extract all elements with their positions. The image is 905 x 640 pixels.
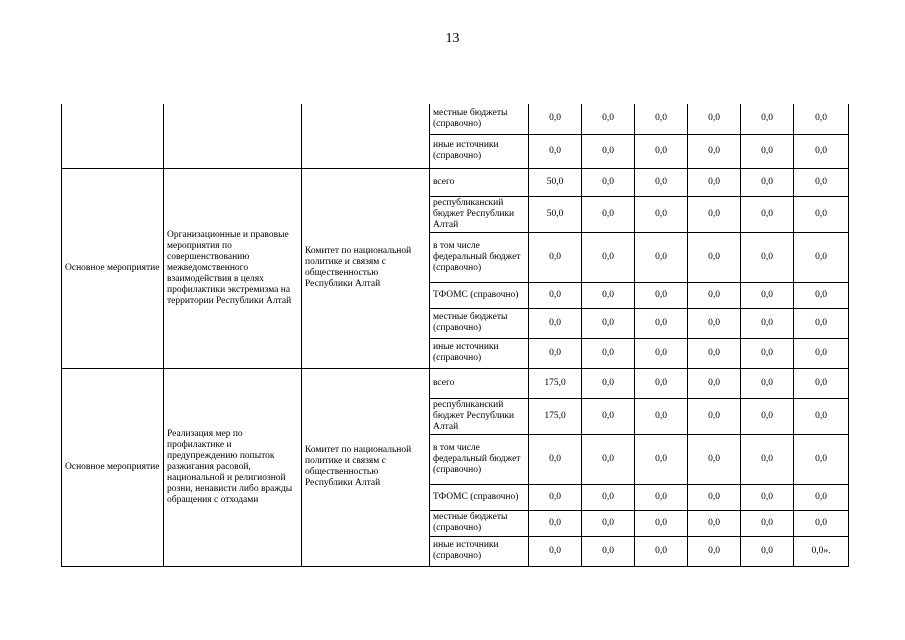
value-cell: 0,0 [529, 510, 582, 536]
value-cell: 0,0 [582, 484, 635, 510]
value-cell: 0,0 [529, 282, 582, 308]
funding-source-cell: иные источники (справочно) [430, 338, 529, 368]
value-cell: 0,0 [794, 104, 849, 134]
value-cell: 0,0 [688, 510, 741, 536]
value-cell: 0,0 [635, 434, 688, 484]
activity-title-cell [164, 104, 302, 168]
page-number: 13 [445, 31, 460, 46]
value-cell: 0,0 [688, 368, 741, 398]
funding-source-cell: ТФОМС (справочно) [430, 484, 529, 510]
value-cell: 0,0 [635, 104, 688, 134]
value-cell: 0,0 [688, 104, 741, 134]
funding-source-cell: ТФОМС (справочно) [430, 282, 529, 308]
value-cell: 0,0 [741, 104, 794, 134]
value-cell: 0,0 [582, 282, 635, 308]
value-cell: 0,0 [741, 134, 794, 168]
value-cell: 0,0 [741, 536, 794, 566]
value-cell: 0,0 [529, 536, 582, 566]
value-cell: 0,0 [794, 510, 849, 536]
value-cell: 0,0 [529, 134, 582, 168]
value-cell: 0,0 [741, 196, 794, 232]
funding-source-cell: республиканский бюджет Республики Алтай [430, 196, 529, 232]
value-cell: 0,0 [635, 510, 688, 536]
value-cell: 0,0 [794, 338, 849, 368]
value-cell: 0,0 [741, 434, 794, 484]
value-cell: 0,0 [582, 308, 635, 338]
funding-source-cell: иные источники (справочно) [430, 134, 529, 168]
value-cell: 0,0 [635, 368, 688, 398]
value-cell: 0,0 [688, 308, 741, 338]
value-cell: 0,0 [635, 398, 688, 434]
activity-type-cell [62, 104, 164, 168]
table-row [62, 104, 849, 134]
value-cell: 0,0 [582, 398, 635, 434]
value-cell: 0,0 [688, 434, 741, 484]
budget-table [61, 104, 849, 567]
value-cell: 0,0». [794, 536, 849, 566]
value-cell: 0,0 [582, 510, 635, 536]
executor-cell: Комитет по национальной политике и связям с общественностью Республики Алтай [302, 368, 430, 566]
activity-title-cell: Организационные и правовые мероприятия по совершенствованию межведомственного взаимодействия в целях профилактики экстремизма на территории Республики Алтай [164, 168, 302, 368]
table-row [62, 168, 849, 196]
activity-title-cell: Реализация мер по профилактике и предупреждению попыток разжигания расовой, национальной и религиозной розни, ненависти либо вражды обращения с отходами [164, 368, 302, 566]
funding-source-cell: республиканский бюджет Республики Алтай [430, 398, 529, 434]
executor-cell [302, 104, 430, 168]
value-cell: 0,0 [794, 308, 849, 338]
funding-source-cell: местные бюджеты (справочно) [430, 510, 529, 536]
value-cell: 0,0 [741, 168, 794, 196]
value-cell: 0,0 [529, 434, 582, 484]
funding-source-cell: всего [430, 368, 529, 398]
value-cell: 0,0 [794, 134, 849, 168]
value-cell: 0,0 [688, 168, 741, 196]
value-cell: 0,0 [529, 338, 582, 368]
value-cell: 0,0 [794, 484, 849, 510]
value-cell: 50,0 [529, 196, 582, 232]
value-cell: 0,0 [529, 104, 582, 134]
value-cell: 0,0 [794, 232, 849, 282]
value-cell: 0,0 [582, 168, 635, 196]
value-cell: 0,0 [741, 368, 794, 398]
value-cell: 50,0 [529, 168, 582, 196]
funding-source-cell: местные бюджеты (справочно) [430, 308, 529, 338]
value-cell: 0,0 [635, 484, 688, 510]
value-cell: 175,0 [529, 368, 582, 398]
value-cell: 0,0 [794, 398, 849, 434]
value-cell: 0,0 [635, 232, 688, 282]
value-cell: 0,0 [688, 536, 741, 566]
table-row [62, 368, 849, 398]
value-cell: 0,0 [688, 134, 741, 168]
value-cell: 175,0 [529, 398, 582, 434]
value-cell: 0,0 [741, 282, 794, 308]
value-cell: 0,0 [794, 434, 849, 484]
executor-cell: Комитет по национальной политике и связям с общественностью Республики Алтай [302, 168, 430, 368]
value-cell: 0,0 [582, 368, 635, 398]
funding-source-cell: в том числе федеральный бюджет (справочно) [430, 232, 529, 282]
value-cell: 0,0 [529, 484, 582, 510]
value-cell: 0,0 [688, 282, 741, 308]
value-cell: 0,0 [635, 134, 688, 168]
activity-type-cell: Основное мероприятие [62, 168, 164, 368]
funding-source-cell: иные источники (справочно) [430, 536, 529, 566]
value-cell: 0,0 [741, 398, 794, 434]
value-cell: 0,0 [529, 308, 582, 338]
value-cell: 0,0 [582, 338, 635, 368]
value-cell: 0,0 [688, 338, 741, 368]
value-cell: 0,0 [635, 536, 688, 566]
value-cell: 0,0 [635, 308, 688, 338]
value-cell: 0,0 [582, 536, 635, 566]
value-cell: 0,0 [794, 368, 849, 398]
value-cell: 0,0 [582, 104, 635, 134]
value-cell: 0,0 [635, 196, 688, 232]
value-cell: 0,0 [582, 434, 635, 484]
value-cell: 0,0 [741, 308, 794, 338]
funding-source-cell: всего [430, 168, 529, 196]
funding-source-cell: в том числе федеральный бюджет (справочно) [430, 434, 529, 484]
value-cell: 0,0 [582, 134, 635, 168]
budget-table-body [62, 104, 849, 566]
value-cell: 0,0 [794, 196, 849, 232]
value-cell: 0,0 [582, 232, 635, 282]
value-cell: 0,0 [635, 338, 688, 368]
value-cell: 0,0 [741, 232, 794, 282]
value-cell: 0,0 [741, 484, 794, 510]
value-cell: 0,0 [635, 168, 688, 196]
value-cell: 0,0 [688, 398, 741, 434]
funding-source-cell: местные бюджеты (справочно) [430, 104, 529, 134]
value-cell: 0,0 [688, 484, 741, 510]
value-cell: 0,0 [582, 196, 635, 232]
activity-type-cell: Основное мероприятие [62, 368, 164, 566]
value-cell: 0,0 [794, 282, 849, 308]
value-cell: 0,0 [741, 510, 794, 536]
value-cell: 0,0 [688, 232, 741, 282]
value-cell: 0,0 [529, 232, 582, 282]
value-cell: 0,0 [794, 168, 849, 196]
value-cell: 0,0 [688, 196, 741, 232]
value-cell: 0,0 [635, 282, 688, 308]
value-cell: 0,0 [741, 338, 794, 368]
